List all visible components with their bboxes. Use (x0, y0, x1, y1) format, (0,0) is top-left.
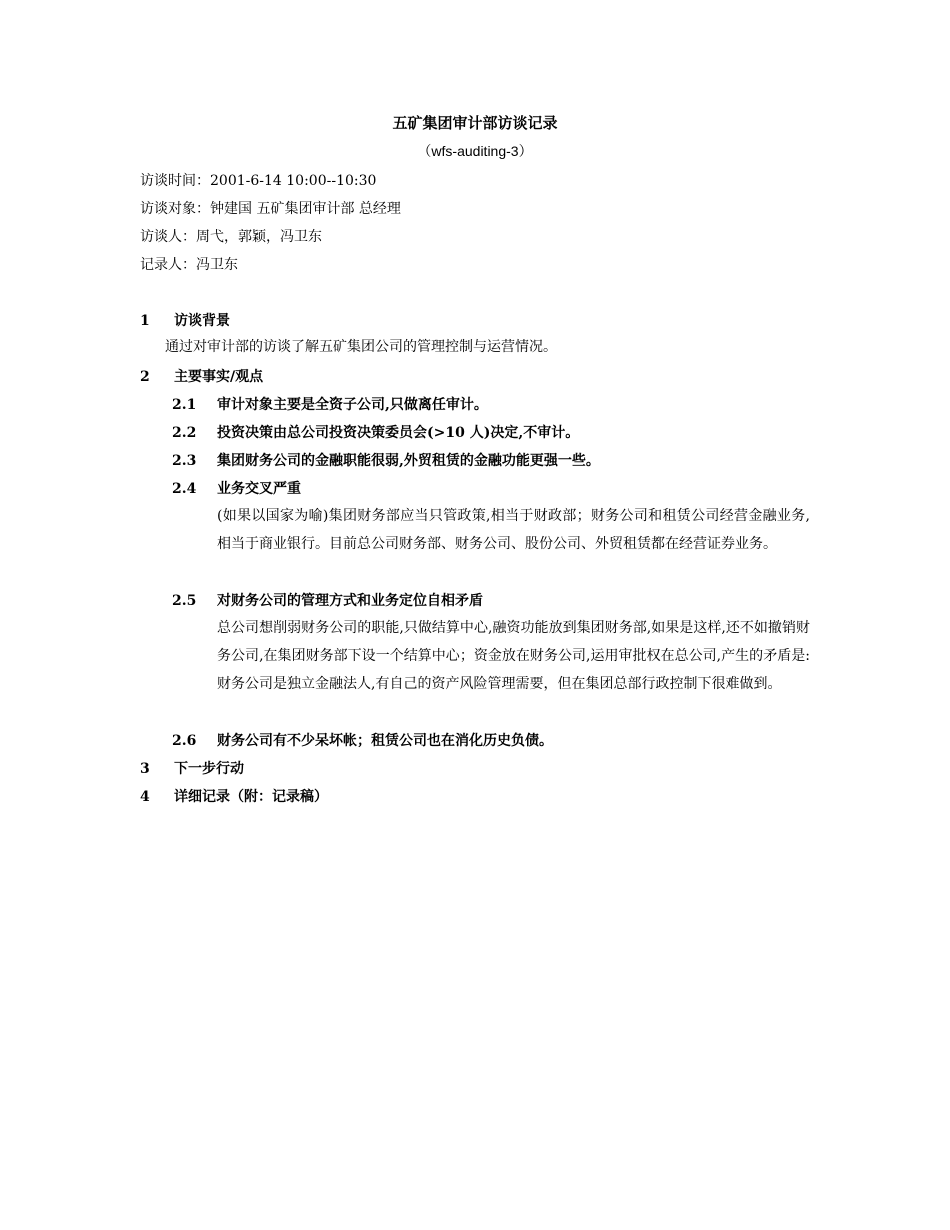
section-heading (140, 366, 263, 388)
section-number: 2 (140, 369, 150, 385)
subsection-title: 审计对象主要是全资子公司,只做离任审计。 (217, 397, 488, 413)
section-title: 主要事实/观点 (174, 369, 264, 385)
subsection-heading (172, 730, 553, 752)
section-title: 下一步行动 (174, 761, 244, 777)
subsection-number: 2.6 (172, 733, 197, 749)
recorder: 记录人：冯卫东 (140, 257, 238, 273)
subsection-title: 投资决策由总公司投资决策委员会(>10 人)决定,不审计。 (217, 425, 580, 441)
interview-subject: 访谈对象：钟建国 五矿集团审计部 总经理 (140, 201, 401, 217)
section-number: 3 (140, 761, 150, 777)
subsection-number: 2.4 (172, 481, 197, 497)
subsection-heading (172, 478, 301, 500)
section-title: 详细记录（附：记录稿） (174, 789, 328, 805)
interview-time: 访谈时间：2001-6-14 10:00--10:30 (140, 173, 377, 189)
subsection-heading (172, 450, 600, 472)
section-number: 4 (140, 789, 150, 805)
section-number: 1 (140, 313, 150, 329)
subsection-heading (172, 394, 488, 416)
subsection-heading (172, 422, 579, 444)
subsection-number: 2.2 (172, 425, 197, 441)
subsection-body: (如果以国家为喻)集团财务部应当只管政策,相当于财政部；财务公司和租赁公司经营金融业务,相当于商业银行。目前总公司财务部、财务公司、股份公司、外贸租赁都在经营证券业务。 (217, 508, 810, 552)
section-heading (140, 786, 328, 808)
section-heading (140, 758, 244, 780)
document-code: （wfs-auditing-3） (417, 143, 533, 159)
subsection-number: 2.1 (172, 397, 197, 413)
section-heading (140, 310, 230, 332)
subsection-title: 对财务公司的管理方式和业务定位自相矛盾 (217, 593, 483, 609)
interviewers: 访谈人：周弋，郭颖，冯卫东 (140, 229, 322, 245)
subsection-title: 集团财务公司的金融职能很弱,外贸租赁的金融功能更强一些。 (217, 453, 600, 469)
subsection-title: 财务公司有不少呆坏帐；租赁公司也在消化历史负债。 (217, 733, 553, 749)
subsection-title: 业务交叉严重 (217, 481, 301, 497)
subsection-body: 总公司想削弱财务公司的职能,只做结算中心,融资功能放到集团财务部,如果是这样,还不如撤销财务公司,在集团财务部下设一个结算中心；资金放在财务公司,运用审批权在总公司,产生的矛盾是:财务公司是独立金融法人,有自己的资产风险管理需要，但在集团总部行政控制下很难做到。 (217, 620, 810, 692)
subsection-number: 2.3 (172, 453, 197, 469)
section-title: 访谈背景 (174, 313, 230, 329)
subsection-heading (172, 590, 483, 612)
section-body: 通过对审计部的访谈了解五矿集团公司的管理控制与运营情况。 (165, 339, 557, 355)
document-title: 五矿集团审计部访谈记录 (392, 114, 558, 132)
subsection-number: 2.5 (172, 593, 197, 609)
